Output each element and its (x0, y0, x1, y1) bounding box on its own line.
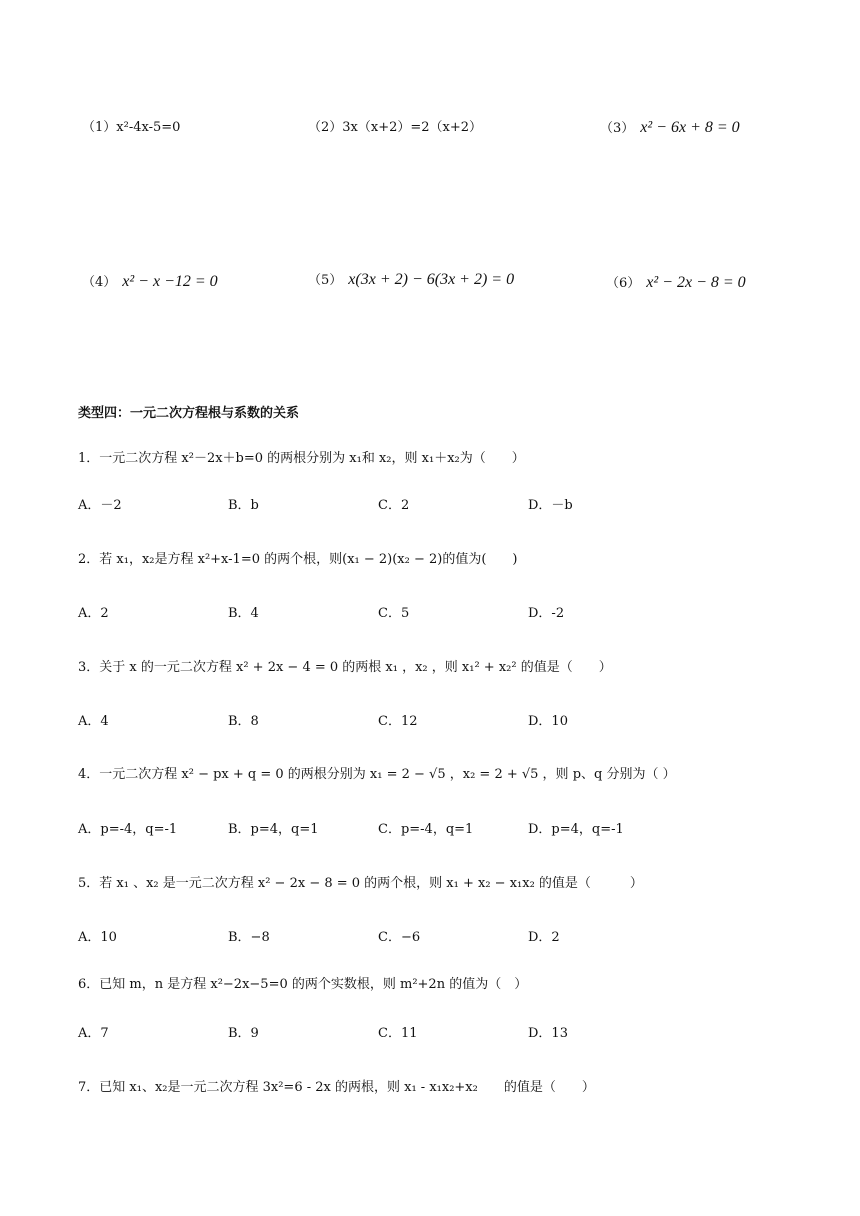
question-5-option-b: B．−8 (228, 930, 270, 945)
question-2-option-d: D．-2 (528, 606, 565, 621)
equation-4-label: （4） (82, 275, 117, 290)
equation-1: （1）x²-4x-5=0 (82, 120, 181, 135)
question-1-option-b: B．b (228, 498, 259, 513)
equation-5-label: （5） (308, 273, 343, 288)
question-1-stem: 1．一元二次方程 x²－2x＋b=0 的两根分别为 x₁和 x₂，则 x₁＋x₂为（ ） (78, 451, 525, 466)
equation-6-label: （6） (606, 276, 641, 291)
question-2-option-c: C．5 (378, 606, 410, 621)
question-2-option-b: B．4 (228, 606, 259, 621)
question-5-stem: 5．若 x₁ 、x₂ 是一元二次方程 x² − 2x − 8 = 0 的两个根，则 x₁ + x₂ − x₁x₂ 的值是（ ） (78, 876, 643, 891)
question-7-stem: 7．已知 x₁、x₂是一元二次方程 3x²=6 - 2x 的两根，则 x₁ - x₁x₂+x₂ 的值是（ ） (78, 1080, 595, 1095)
question-5-option-d: D．2 (528, 930, 560, 945)
equation-5-formula: x(3x + 2) − 6(3x + 2) = 0 (348, 271, 515, 288)
question-4-option-b: B．p=4，q=1 (228, 822, 319, 837)
equation-3-formula: x² − 6x + 8 = 0 (640, 119, 740, 136)
question-6-option-b: B．9 (228, 1026, 259, 1041)
question-3-stem: 3．关于 x 的一元二次方程 x² + 2x − 4 = 0 的两根 x₁ ，x₂ ，则 x₁² + x₂² 的值是（ ） (78, 660, 612, 675)
question-6-option-a: A．7 (78, 1026, 109, 1041)
question-6-stem: 6．已知 m，n 是方程 x²−2x−5=0 的两个实数根，则 m²+2n 的值为（ ） (78, 977, 528, 992)
section-title: 类型四：一元二次方程根与系数的关系 (78, 406, 300, 421)
question-4-option-a: A．p=-4，q=-1 (78, 822, 178, 837)
question-6-option-c: C．11 (378, 1026, 418, 1041)
equation-4 (82, 274, 218, 291)
question-3-option-d: D．10 (528, 714, 568, 729)
equation-5 (308, 272, 514, 289)
equation-2: （2）3x（x+2）=2（x+2） (308, 120, 483, 135)
equation-4-formula: x² − x −12 = 0 (122, 273, 218, 290)
question-4-option-d: D．p=4，q=-1 (528, 822, 624, 837)
question-1-option-d: D．－b (528, 498, 573, 513)
equation-3 (600, 120, 740, 137)
equation-3-label: （3） (600, 121, 635, 136)
equation-6-formula: x² − 2x − 8 = 0 (646, 274, 746, 291)
question-5-option-c: C．−6 (378, 930, 421, 945)
question-6-option-d: D．13 (528, 1026, 568, 1041)
question-4-stem: 4．一元二次方程 x² − px + q = 0 的两根分别为 x₁ = 2 − √5 ，x₂ = 2 + √5 ，则 p、q 分别为（ ） (78, 767, 676, 782)
question-2-option-a: A．2 (78, 606, 109, 621)
question-4-option-c: C．p=-4，q=1 (378, 822, 474, 837)
question-3-option-c: C．12 (378, 714, 418, 729)
question-1-option-c: C．2 (378, 498, 410, 513)
equation-6 (606, 275, 746, 292)
question-2-stem: 2．若 x₁，x₂是方程 x²+x-1=0 的两个根，则(x₁ − 2)(x₂ − 2)的值为( ) (78, 552, 518, 567)
question-3-option-b: B．8 (228, 714, 259, 729)
question-3-option-a: A．4 (78, 714, 109, 729)
question-1-option-a: A．－2 (78, 498, 122, 513)
question-5-option-a: A．10 (78, 930, 117, 945)
